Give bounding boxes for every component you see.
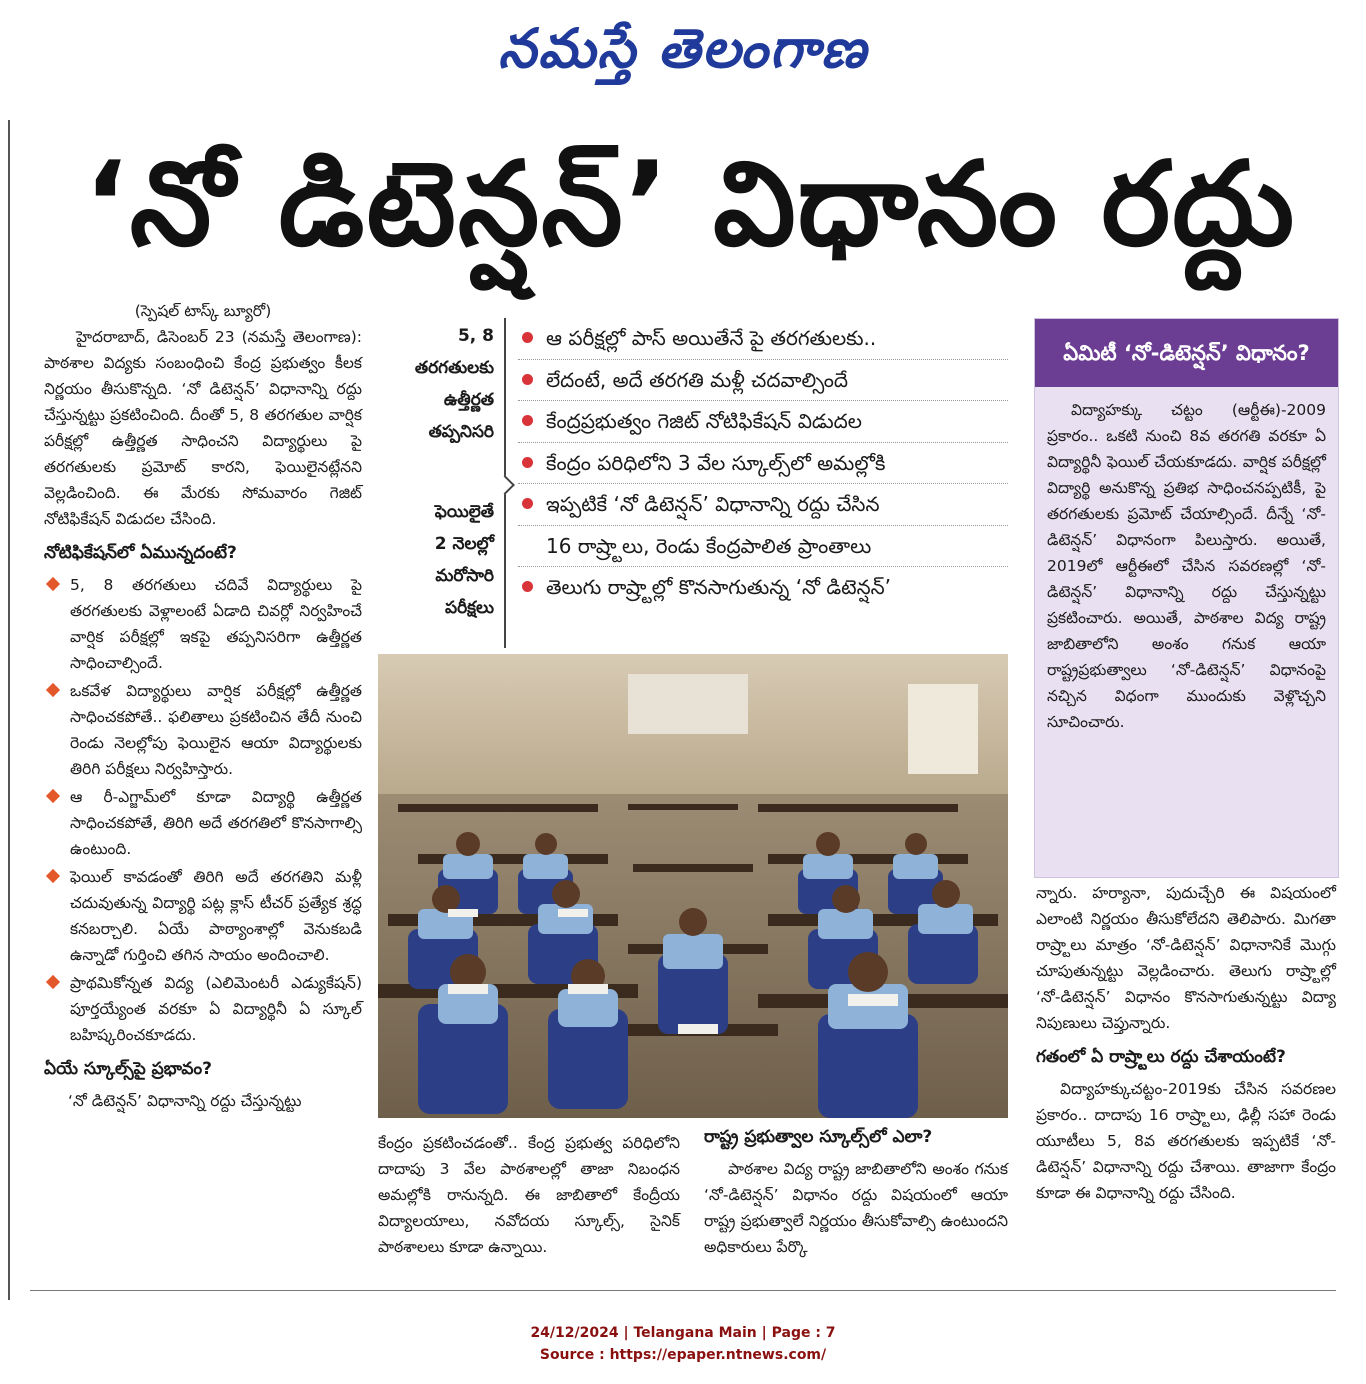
- diamond-bullet-icon: [46, 577, 60, 591]
- newspaper-logo: నమస్తే తెలంగాణ: [498, 16, 868, 80]
- diamond-bullet-icon: [46, 869, 60, 883]
- central-schools-paragraph: కేంద్రం ప్రకటించడంతో.. కేంద్ర ప్రభుత్వ పరిధిలోని దాదాపు 3 వేల పాఠశాలల్లో తాజా నిబంధన అమల్లోకి రానున్నది. ఈ జాబితాలో కేంద్రీయ విద్యాలయాలు, నవోదయ స్కూల్స్, సైనిక్ పాఠశాలలు కూడా ఉన్నాయి.: [378, 1134, 680, 1256]
- red-dot-icon: [522, 415, 533, 426]
- column-1: [44, 298, 362, 1114]
- column-2: [378, 1130, 680, 1260]
- column-3: [704, 1124, 1008, 1260]
- list-item: ఒకవేళ విద్యార్థులు వార్షిక పరీక్షల్లో ఉత్తీర్ణత సాధించకపోతే.. ఫలితాలు ప్రకటించిన తేదీ నుంచి రెండు నెలల్లోపు ఫెయిలైన ఆయా విద్యార్థులకు తిరిగి పరీక్షలు నిర్వహిస్తారు.: [44, 678, 362, 782]
- byline: (స్పెషల్ టాస్క్ బ్యూరో): [134, 302, 272, 320]
- notification-bullets: [44, 572, 362, 1048]
- headline: ‘నో డిటెన్షన్’ విధానం రద్దు: [83, 137, 1297, 272]
- list-item: ఆ రీ-ఎగ్జామ్‌లో కూడా విద్యార్థి ఉత్తీర్ణత సాధించకపోతే, తిరిగి అదే తరగతిలో కొనసాగాల్సి ఉంటుంది.: [44, 784, 362, 862]
- list-item: ఇప్పటికే ‘నో డిటెన్షన్’ విధానాన్ని రద్దు చేసిన: [518, 484, 1008, 526]
- diamond-bullet-icon: [46, 683, 60, 697]
- diamond-bullet-icon: [46, 789, 60, 803]
- diamond-bullet-icon: [46, 975, 60, 989]
- exam-hall-illustration: [378, 654, 1008, 1118]
- list-item: ప్రాథమికోన్నత విద్య (ఎలిమెంటరీ ఎడ్యుకేషన్) పూర్తయ్యేంత వరకూ ఏ విద్యార్థినీ ఏ స్కూల్ బహిష్కరించకూడదు.: [44, 970, 362, 1048]
- list-item: కేంద్రం పరిధిలోని 3 వేల స్కూల్స్‌లో అమల్లోకి: [518, 443, 1008, 485]
- highlight-list: [518, 318, 1008, 609]
- explainer-sidebar: [1034, 318, 1339, 878]
- bottom-divider: [30, 1290, 1336, 1291]
- list-item: ఫెయిల్ కావడంతో తిరిగి అదే తరగతిని మళ్లీ చదువుతున్న విద్యార్థి పట్ల క్లాస్ టీచర్ ప్రత్యేక శ్రద్ధ కనబర్చాలి. ఏయే పాఠ్యాంశాల్లో వెనుకబడి ఉన్నాడో గుర్తించి తగిన సాయం అందించాలి.: [44, 864, 362, 968]
- subhead-state-schools: రాష్ట్ర ప్రభుత్వాల స్కూల్స్‌లో ఎలా?: [704, 1127, 933, 1147]
- page-footer: [0, 1322, 1366, 1366]
- source-link[interactable]: Source : https://epaper.ntnews.com/: [539, 1347, 827, 1363]
- list-item: 16 రాష్ర్టాలు, రెండు కేంద్రపాలిత ప్రాంతాలు: [518, 526, 1008, 568]
- sidebar-body: విద్యాహక్కు చట్టం (ఆర్టీఈ)-2009 ప్రకారం.. ఒకటి నుంచి 8వ తరగతి వరకూ ఏ విద్యార్థినీ ఫెయిల్ చేయకూడదు. వార్షిక పరీక్షల్లో విద్యార్థి అనుకొన్న ప్రతిభ సాధించనప్పటికీ, పై తరగతులకు ప్రమోట్ చేయాల్సిందే. దీన్నే ‘నో-డిటెన్షన్’ విధానంగా పిలుస్తారు. అయితే, 2019లో ఆర్టీఈలో చేసిన సవరణల్లో ‘నో-డిటెన్షన్’ విధానాన్ని రద్దు చేస్తున్నట్టు ప్రకటించారు. అయితే, పాఠశాల విద్య రాష్ట్ర జాబితాలోని అంశం గనుక ఆయా రాష్ట్రప్రభుత్వాలు ‘నో-డిటెన్షన్’ విధానంపై నచ్చిన విధంగా ముందుకు వెళ్లొచ్చని సూచించారు.: [1047, 401, 1326, 731]
- column-4: [1036, 880, 1336, 1206]
- list-item: ఆ పరీక్షల్లో పాస్ అయితేనే పై తరగతులకు..: [518, 318, 1008, 360]
- subhead-notification: నోటిఫికేషన్‌లో ఏమున్నదంటే?: [44, 543, 237, 563]
- highlight-side-labels: [378, 318, 504, 648]
- side-label-reexam: ఫెయిలైతే 2 నెలల్లో మరోసారి పరీక్షలు: [434, 502, 494, 618]
- intro-paragraph: హైదరాబాద్, డిసెంబర్ 23 (నమస్తే తెలంగాణ): పాఠశాల విద్యకు సంబంధించి కేంద్ర ప్రభుత్వం కీలక నిర్ణయం తీసుకొన్నది. ‘నో డిటెన్షన్’ విధానాన్ని రద్దు చేస్తున్నట్టు ప్రకటించింది. దీంతో 5, 8 తరగతుల వార్షిక పరీక్షల్లో ఉత్తీర్ణత సాధించని విద్యార్థులు పై తరగతులకు ప్రమోట్ కారని, ఫెయిలైనట్లేనని వెల్లడించింది. ఈ మేరకు సోమవారం గెజిట్ నోటిఫికేషన్ విడుదల చేసింది.: [44, 328, 362, 528]
- state-schools-paragraph: పాఠశాల విద్య రాష్ట్ర జాబితాలోని అంశం గనుక ‘నో-డిటెన్షన్’ విధానం రద్దు విషయంలో ఆయా రాష్ట్ర ప్రభుత్వాలే నిర్ణయం తీసుకోవాల్సి ఉంటుందని అధికారులు పేర్కొ: [704, 1160, 1008, 1256]
- red-dot-icon: [522, 581, 533, 592]
- list-item: తెలుగు రాష్ర్టాల్లో కొనసాగుతున్న ‘నో డిటెన్షన్’: [518, 567, 1008, 609]
- edition-info: 24/12/2024 | Telangana Main | Page : 7: [530, 1325, 836, 1341]
- red-dot-icon: [522, 498, 533, 509]
- subhead-past-states: గతంలో ఏ రాష్ర్టాలు రద్దు చేశాయంటే?: [1036, 1047, 1286, 1067]
- tail-paragraph: ‘నో డిటెన్షన్’ విధానాన్ని రద్దు చేస్తున్నట్టు: [68, 1092, 302, 1110]
- subhead-schools-impact: ఏయే స్కూల్స్‌పై ప్రభావం?: [44, 1059, 212, 1079]
- list-item: 5, 8 తరగతులు చదివే విద్యార్థులు పై తరగతులకు వెళ్లాలంటే ఏడాది చివర్లో నిర్వహించే వార్షిక పరీక్షల్లో ఇకపై తప్పనిసరిగా ఉత్తీర్ణత సాధించాల్సిందే.: [44, 572, 362, 676]
- red-dot-icon: [522, 332, 533, 343]
- list-item: కేంద్రప్రభుత్వం గెజిట్ నోటిఫికేషన్ విడుదల: [518, 401, 1008, 443]
- highlight-box: [378, 318, 1018, 648]
- states-paragraph: న్నారు. హర్యానా, పుదుచ్చేరి ఈ విషయంలో ఎలాంటి నిర్ణయం తీసుకోలేదని తెలిపారు. మిగతా రాష్ర్టాలు మాత్రం ‘నో-డిటెన్షన్’ విధానానికే మొగ్గు చూపుతున్నట్టు వెల్లడించారు. తెలుగు రాష్ర్టాల్లో ‘నో-డిటెన్షన్’ విధానం కొనసాగుతున్నట్టు విద్యా నిపుణులు చెప్తున్నారు.: [1036, 884, 1336, 1032]
- red-dot-icon: [522, 374, 533, 385]
- side-label-pass-mandatory: 5, 8 తరగతులకు ఉత్తీర్ణత తప్పనిసరి: [414, 326, 494, 442]
- sidebar-title: ఏమిటీ ‘నో-డిటెన్షన్’ విధానం?: [1035, 319, 1338, 387]
- classroom-exam-photo: [378, 654, 1008, 1118]
- masthead: [0, 8, 1366, 88]
- list-item: లేదంటే, అదే తరగతి మళ్లీ చదవాల్సిందే: [518, 360, 1008, 402]
- past-states-paragraph: విద్యాహక్కుచట్టం-2019కు చేసిన సవరణల ప్రకారం.. దాదాపు 16 రాష్ర్టాలు, ఢిల్లీ సహా రెండు యూటీలు 5, 8వ తరగతులకు ఇప్పటికే ‘నో-డిటెన్షన్’ విధానాన్ని రద్దు చేశాయి. తాజాగా కేంద్రం కూడా ఈ విధానాన్ని రద్దు చేసింది.: [1036, 1080, 1336, 1202]
- left-rule: [8, 120, 10, 1300]
- red-dot-icon: [522, 457, 533, 468]
